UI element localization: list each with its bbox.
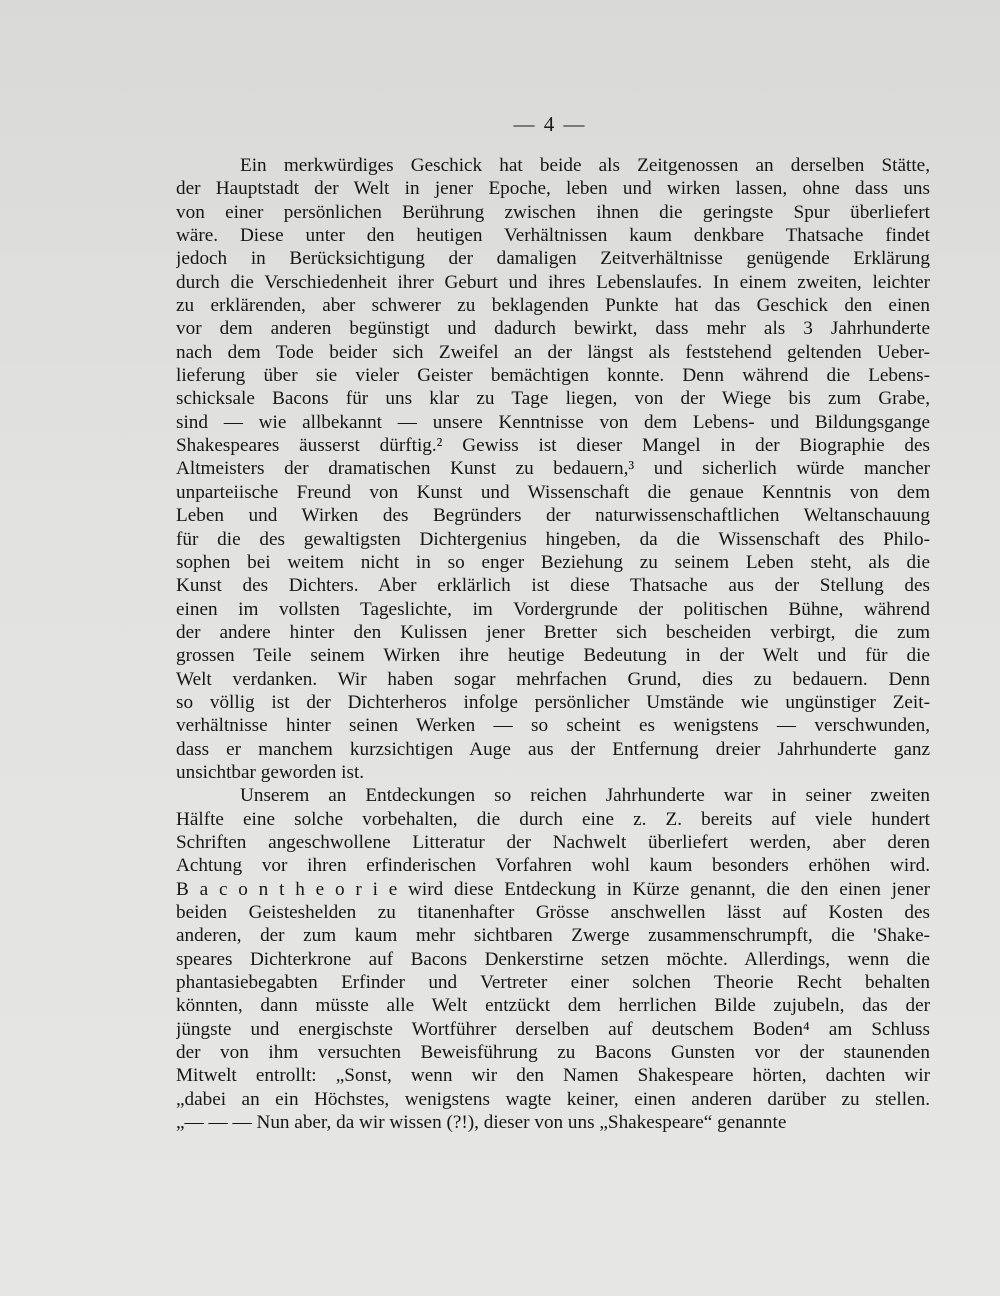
text-line: jedoch in Berücksichtigung der damaligen Zeitverhältnisse genügende Erklärung (176, 248, 930, 270)
body-text (176, 154, 930, 1134)
text-line: lieferung über sie vieler Geister bemächtigen konnte. Denn während die Lebens- (176, 365, 930, 387)
text-line: könnten, dann müsste alle Welt entzückt dem herrlichen Bilde zujubeln, das der (176, 995, 930, 1017)
paragraph-2 (176, 784, 930, 1134)
text-line: unsichtbar geworden ist. (176, 761, 365, 783)
text-line: für die des gewaltigsten Dichtergenius hingeben, da die Wissenschaft des Philo- (176, 528, 930, 550)
text-line: sophen bei weitem nicht in so enger Beziehung zu seinem Leben steht, als die (176, 551, 930, 573)
text-line: anderen, der zum kaum mehr sichtbaren Zwerge zusammenschrumpft, die 'Shake- (176, 925, 930, 947)
text-line: Leben und Wirken des Begründers der naturwissenschaftlichen Weltanschauung (176, 505, 930, 527)
page-number: — 4 — (513, 112, 587, 136)
text-line: unparteiische Freund von Kunst und Wissenschaft die genaue Kenntnis von dem (176, 481, 930, 503)
text-line: zu erklärenden, aber schwerer zu beklagenden Punkte hat das Geschick den einen (176, 295, 930, 317)
text-line: Mitwelt entrollt: „Sonst, wenn wir den Namen Shakespeare hörten, dachten wir (176, 1065, 930, 1087)
text-line: einen im vollsten Tageslichte, im Vordergrunde der politischen Bühne, während (176, 598, 930, 620)
text-line: Unserem an Entdeckungen so reichen Jahrhunderte war in seiner zweiten (240, 785, 930, 807)
text-line: der Hauptstadt der Welt in jener Epoche, leben und wirken lassen, ohne dass uns (176, 178, 930, 200)
text-line: phantasiebegabten Erfinder und Vertreter einer solchen Theorie Recht behalten (176, 972, 930, 994)
text-line: der andere hinter den Kulissen jener Bretter sich bescheiden verbirgt, die zum (176, 621, 930, 643)
text-line: Kunst des Dichters. Aber erklärlich ist diese Thatsache aus der Stellung des (176, 575, 930, 597)
text-line: wäre. Diese unter den heutigen Verhältnissen kaum denkbare Thatsache findet (176, 225, 930, 247)
text-line: Achtung vor ihren erfinderischen Vorfahren wohl kaum besonders erhöhen wird. (176, 855, 930, 877)
paragraph-1 (176, 154, 930, 784)
text-line: der von ihm versuchten Beweisführung zu Bacons Gunsten vor der staunenden (176, 1042, 930, 1064)
text-line: vor dem anderen begünstigt und dadurch bewirkt, dass mehr als 3 Jahrhunderte (176, 318, 930, 340)
text-line: Schriften angeschwollene Litteratur der Nachwelt überliefert werden, aber deren (176, 831, 930, 853)
text-line: B a c o n t h e o r i e wird diese Entdeckung in Kürze genannt, die den einen jener (176, 878, 930, 900)
text-line: Welt verdanken. Wir haben sogar mehrfachen Grund, dies zu bedauern. Denn (176, 668, 930, 690)
text-line: sind — wie allbekannt — unsere Kenntnisse von dem Lebens- und Bildungsgange (176, 411, 930, 433)
text-line: durch die Verschiedenheit ihrer Geburt und ihres Lebenslaufes. In einem zweiten, leichter (176, 271, 930, 293)
text-line: beiden Geisteshelden zu titanenhafter Grösse anschwellen lässt auf Kosten des (176, 902, 930, 923)
text-line: speares Dichterkrone auf Bacons Denkerstirne setzen möchte. Allerdings, wenn die (176, 948, 930, 970)
text-line: Shakespeares äusserst dürftig.² Gewiss ist dieser Mangel in der Biographie des (176, 435, 930, 457)
text-line: dass er manchem kurzsichtigen Auge aus der Entfernung dreier Jahrhunderte ganz (176, 738, 930, 760)
text-line: von einer persönlichen Berührung zwischen ihnen die geringste Spur überliefert (176, 201, 930, 223)
text-line: nach dem Tode beider sich Zweifel an der längst als feststehend geltenden Ueber- (176, 341, 930, 363)
text-line: Hälfte eine solche vorbehalten, die durch eine z. Z. bereits auf viele hundert (176, 808, 930, 830)
text-line: schicksale Bacons für uns klar zu Tage liegen, von der Wiege bis zum Grabe, (176, 388, 930, 410)
text-line: „dabei an ein Höchstes, wenigstens wagte keiner, einen anderen darüber zu stellen. (176, 1088, 930, 1110)
text-line: verhältnisse hinter seinen Werken — so scheint es wenigstens — verschwunden, (176, 715, 930, 737)
text-line: Ein merkwürdiges Geschick hat beide als Zeitgenossen an derselben Stätte, (240, 155, 930, 176)
text-line: jüngste und energischste Wortführer derselben auf deutschem Boden⁴ am Schluss (176, 1018, 930, 1040)
text-line: „— — — Nun aber, da wir wissen (?!), dieser von uns „Shakespeare“ genannte (176, 1112, 787, 1134)
text-line: Altmeisters der dramatischen Kunst zu bedauern,³ und sicherlich würde mancher (176, 458, 930, 480)
text-line: grossen Teile seinem Wirken ihre heutige Bedeutung in der Welt und für die (176, 645, 930, 667)
text-line: so völlig ist der Dichterheros infolge persönlicher Umstände wie ungünstiger Zeit- (176, 691, 930, 713)
